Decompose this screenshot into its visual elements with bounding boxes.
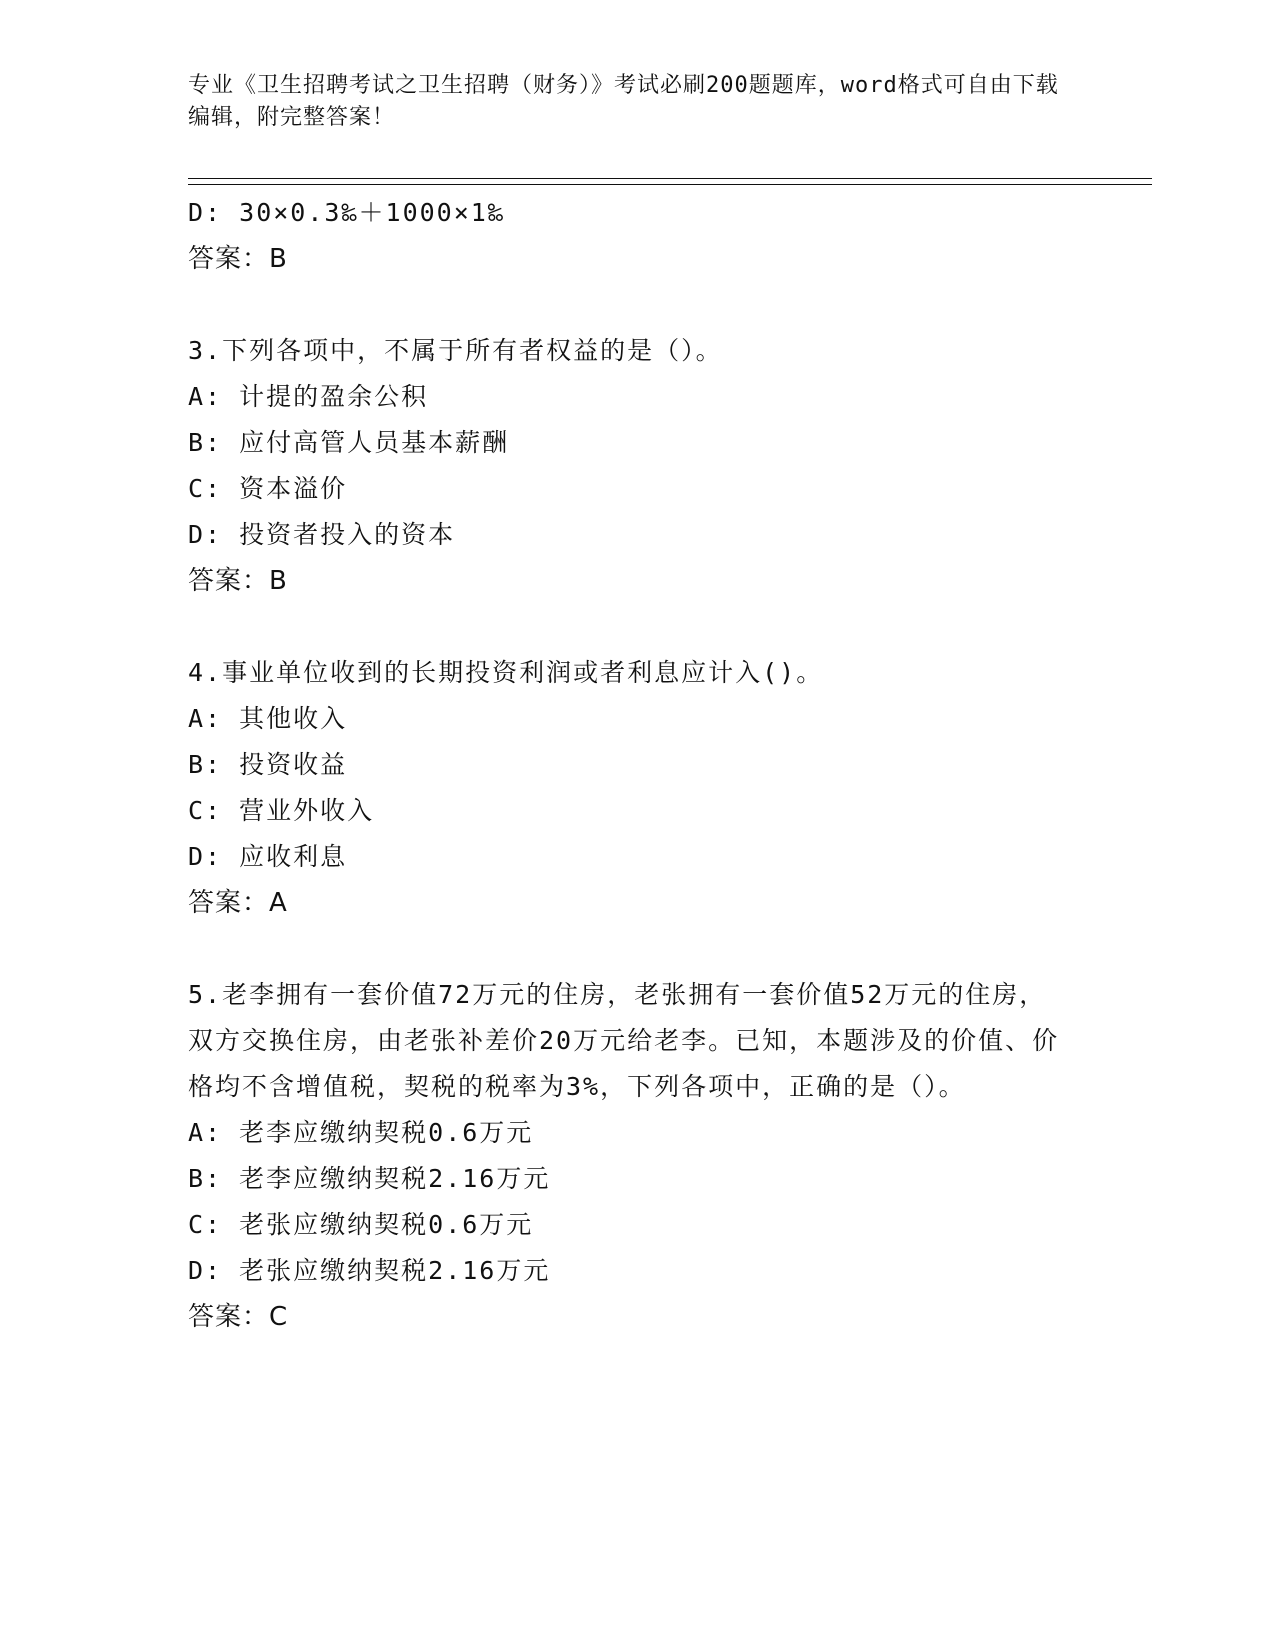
option-a: A: 老李应缴纳契税0.6万元: [188, 1118, 534, 1147]
option-b: B: 老李应缴纳契税2.16万元: [188, 1164, 551, 1193]
question-list: [188, 190, 1088, 1340]
header-rule-bottom: [188, 184, 1152, 185]
option-c: C: 资本溢价: [188, 474, 348, 503]
question-stem: 4.事业单位收到的长期投资利润或者利息应计入()。: [188, 658, 824, 687]
option-b: B: 应付高管人员基本薪酬: [188, 428, 510, 457]
answer-text: 答案：B: [188, 566, 288, 596]
header-rule-top: [188, 178, 1152, 179]
option-a: A: 计提的盈余公积: [188, 382, 429, 411]
option-b: B: 投资收益: [188, 750, 348, 779]
question-3: [188, 328, 1088, 604]
answer-text: 答案：A: [188, 888, 288, 918]
answer-text: 答案：B: [188, 244, 288, 274]
document-header: [188, 70, 1068, 134]
question-stem: 5.老李拥有一套价值72万元的住房，老张拥有一套价值52万元的住房，双方交换住房，由老张补差价20万元给老李。已知，本题涉及的价值、价格均不含增值税，契税的税率为3%，下列各项中，正确的是（）。: [188, 980, 1060, 1101]
option-d: D: 应收利息: [188, 842, 348, 871]
header-title: 专业《卫生招聘考试之卫生招聘（财务）》考试必刷200题题库，word格式可自由下载编辑，附完整答案！: [188, 73, 1059, 130]
option-d: D: 30×0.3‰＋1000×1‰: [188, 198, 505, 227]
question-stem: 3.下列各项中，不属于所有者权益的是（）。: [188, 336, 723, 365]
option-c: C: 营业外收入: [188, 796, 375, 825]
question-fragment: [188, 190, 1088, 282]
question-5: [188, 972, 1088, 1340]
option-c: C: 老张应缴纳契税0.6万元: [188, 1210, 534, 1239]
answer-text: 答案：C: [188, 1302, 289, 1332]
option-d: D: 投资者投入的资本: [188, 520, 456, 549]
option-d: D: 老张应缴纳契税2.16万元: [188, 1256, 551, 1285]
question-4: [188, 650, 1088, 926]
option-a: A: 其他收入: [188, 704, 348, 733]
